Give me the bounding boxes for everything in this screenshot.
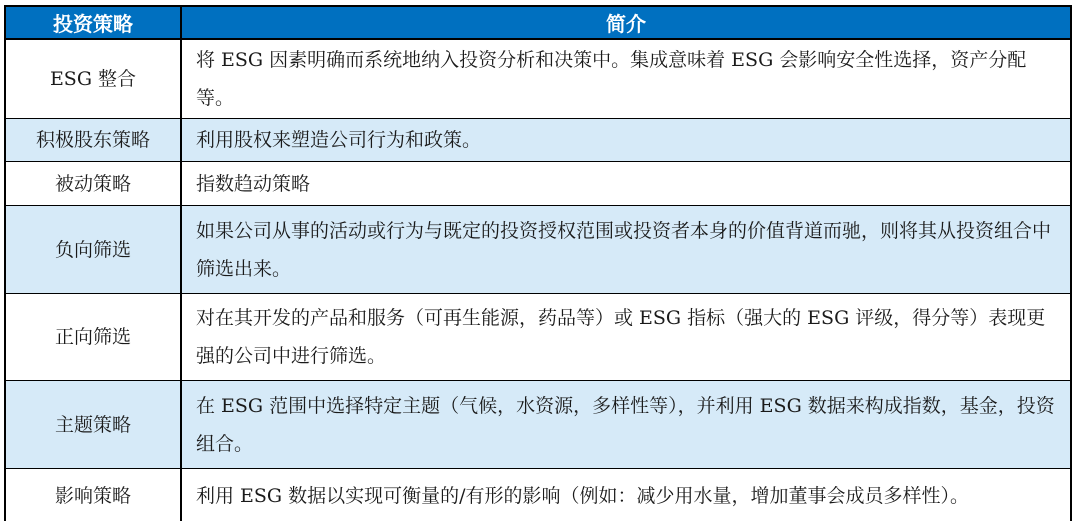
description-cell: 如果公司从事的活动或行为与既定的投资授权范围或投资者本身的价值背道而驰，则将其从投资组合中筛选出来。	[181, 206, 1071, 294]
strategy-cell: 积极股东策略	[5, 119, 181, 162]
esg-strategy-table	[4, 5, 1072, 521]
description-cell: 指数趋动策略	[181, 162, 1071, 206]
table-row	[5, 162, 1071, 206]
description-cell: 将 ESG 因素明确而系统地纳入投资分析和决策中。集成意味着 ESG 会影响安全性选择，资产分配等。	[181, 39, 1071, 119]
strategy-cell: 主题策略	[5, 381, 181, 469]
table-row	[5, 294, 1071, 381]
table-row	[5, 469, 1071, 521]
column-header-strategy: 投资策略	[5, 6, 181, 39]
table-row	[5, 381, 1071, 469]
description-cell: 利用 ESG 数据以实现可衡量的/有形的影响（例如：减少用水量，增加董事会成员多样性）。	[181, 469, 1071, 521]
strategy-cell: 正向筛选	[5, 294, 181, 381]
description-cell: 利用股权来塑造公司行为和政策。	[181, 119, 1071, 162]
column-header-intro: 简介	[181, 6, 1071, 39]
description-cell: 在 ESG 范围中选择特定主题（气候，水资源，多样性等），并利用 ESG 数据来构成指数，基金，投资组合。	[181, 381, 1071, 469]
table-body	[5, 39, 1071, 521]
description-cell: 对在其开发的产品和服务（可再生能源，药品等）或 ESG 指标（强大的 ESG 评级，得分等）表现更强的公司中进行筛选。	[181, 294, 1071, 381]
table-row	[5, 119, 1071, 162]
table-row	[5, 39, 1071, 119]
strategy-cell: 被动策略	[5, 162, 181, 206]
strategy-cell: 负向筛选	[5, 206, 181, 294]
table-row	[5, 206, 1071, 294]
header-row	[5, 6, 1071, 39]
strategy-cell: ESG 整合	[5, 39, 181, 119]
strategy-cell: 影响策略	[5, 469, 181, 521]
